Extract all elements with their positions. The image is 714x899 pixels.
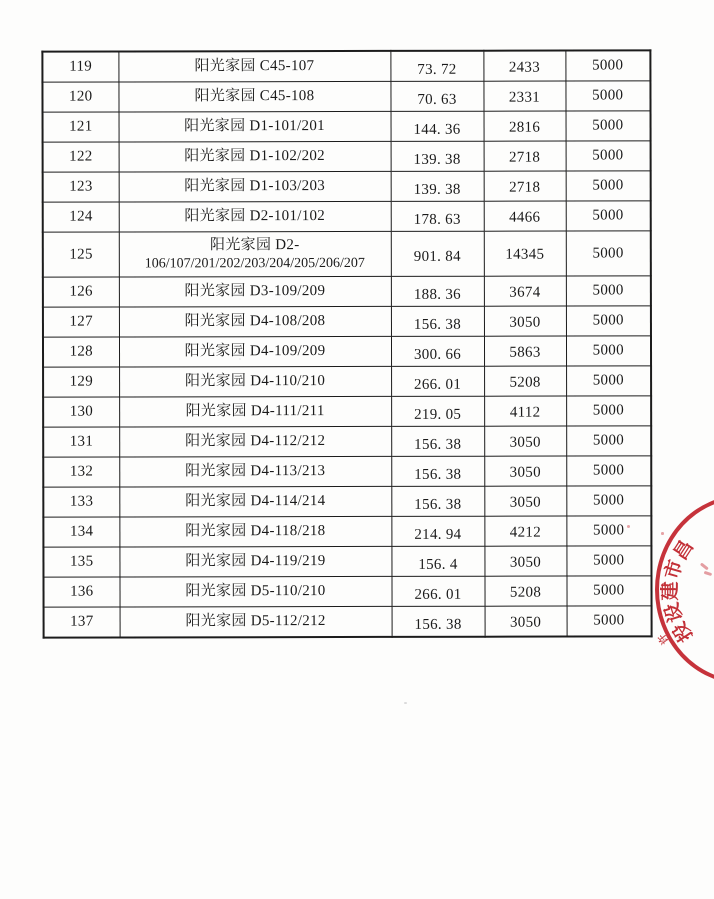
cell-row-number: 135 [43,547,119,577]
cell-price: 5000 [567,606,652,637]
property-name-line2: 106/107/201/202/203/204/205/206/207 [144,255,365,272]
cell-price: 5000 [566,396,651,426]
amount-value: 3050 [509,314,541,331]
cell-area [391,456,484,486]
amount-value: 5863 [509,344,541,361]
cell-area [391,336,484,366]
cell-price: 5000 [566,231,651,276]
cell-amount [484,141,566,171]
amount-value: 3050 [509,614,542,631]
cell-property-name [119,171,391,202]
cell-amount [484,231,566,276]
cell-amount [484,426,566,456]
area-value: 156. 38 [413,316,462,333]
area-value: 156. 38 [414,496,462,513]
area-value: 70. 63 [417,91,457,108]
table-row [43,546,651,577]
cell-area [391,141,484,171]
seal-character: 投 [668,618,697,646]
property-name-line1: 阳光家园 D2- [210,236,300,254]
cell-price: 5000 [566,366,651,396]
cell-amount [483,81,565,111]
property-name-line1: 阳光家园 D1-101/201 [184,118,325,135]
property-name-line1: 阳光家园 D1-103/203 [184,178,326,195]
amount-value: 3050 [509,494,541,511]
cell-amount [485,606,567,637]
cell-area [391,171,484,201]
property-name-line1: 阳光家园 D4-111/211 [185,403,325,420]
amount-value: 5208 [509,584,542,601]
cell-row-number: 129 [43,367,119,397]
seal-character: 昌 [669,536,698,564]
cell-amount [484,276,566,306]
cell-price: 5000 [566,201,651,231]
cell-property-name [119,366,391,397]
cell-area [391,276,484,306]
area-value: 139. 38 [413,181,461,198]
cell-price: 5000 [566,486,651,516]
cell-price: 5000 [565,81,650,111]
cell-price: 5000 [566,576,651,606]
scan-speck [239,358,241,360]
table-row [42,50,650,82]
cell-amount [484,171,566,201]
cell-row-number: 123 [43,172,119,202]
cell-property-name [120,606,392,637]
cell-price: 5000 [566,276,651,306]
cell-area [391,396,484,426]
property-name-line1: 阳光家园 C45-108 [194,88,315,105]
cell-amount [483,51,565,82]
area-value: 219. 05 [414,406,462,423]
cell-area [390,51,483,82]
cell-amount [484,546,566,576]
cell-area [391,306,484,336]
amount-value: 3674 [509,284,541,301]
area-value: 214. 94 [414,526,462,543]
property-name-line1: 阳光家园 D2-101/102 [184,208,326,225]
table-row [43,231,651,277]
amount-value: 3050 [509,464,541,481]
cell-property-name [119,426,391,457]
area-value: 188. 36 [413,286,461,303]
amount-value: 2816 [508,119,541,136]
cell-property-name [119,516,391,547]
table-row [43,201,651,232]
cell-row-number: 137 [44,607,120,638]
property-name-line1: 阳光家园 D4-114/214 [185,493,326,510]
table-row [43,396,651,427]
area-value: 139. 38 [413,151,461,168]
area-value: 178. 63 [413,211,461,228]
table-body [42,50,651,637]
cell-area [391,201,484,231]
cell-row-number: 134 [43,517,119,547]
cell-row-number: 125 [43,232,119,277]
cell-property-name [119,456,391,487]
amount-value: 2718 [508,149,541,166]
cell-property-name [119,336,391,367]
cell-price: 5000 [566,171,651,201]
amount-value: 4212 [509,524,542,541]
area-value: 156. 38 [414,436,462,453]
cell-area [391,576,484,606]
cell-price: 5000 [566,141,651,171]
cell-row-number: 124 [43,202,119,232]
cell-price: 5000 [566,516,651,546]
cell-property-name [119,396,391,427]
cell-area [391,546,484,576]
amount-value: 3050 [509,434,541,451]
cell-amount [484,366,566,396]
cell-amount [484,336,566,366]
cell-area [391,516,484,546]
property-name-line1: 阳光家园 D4-110/210 [184,373,326,390]
property-name-line1: 阳光家园 D5-112/212 [185,613,326,630]
cell-area [391,426,484,456]
amount-value: 14345 [505,246,545,263]
cell-row-number: 132 [43,457,119,487]
amount-value: 2433 [508,59,541,76]
property-name-line1: 阳光家园 D4-109/209 [184,343,326,360]
cell-price: 5000 [566,336,651,366]
cell-area [391,486,484,516]
cell-price: 5000 [566,306,651,336]
cell-row-number: 131 [43,427,119,457]
seal-character: 建 [659,581,681,601]
cell-property-name [119,111,391,142]
cell-property-name [119,306,391,337]
area-value: 156. 38 [414,616,462,633]
table-row [43,306,651,337]
property-name-line1: 阳光家园 D4-119/219 [185,553,326,570]
table-row [43,336,651,367]
area-value: 156. 4 [418,556,458,573]
cell-amount [484,201,566,231]
area-value: 156. 38 [414,466,462,483]
cell-area [390,81,483,111]
property-name-line1: 阳光家园 C45-107 [194,58,315,75]
area-value: 300. 66 [413,346,462,363]
ink-speck [661,532,664,535]
table-row [43,426,651,457]
property-name-line1: 阳光家园 D4-112/212 [185,433,326,450]
cell-price: 5000 [565,50,650,81]
table-row [42,81,650,112]
cell-row-number: 130 [43,397,119,427]
cell-row-number: 126 [43,277,119,307]
amount-value: 4112 [509,404,541,421]
cell-property-name [119,486,391,517]
cell-property-name [119,141,391,172]
area-value: 266. 01 [414,376,462,393]
cell-price: 5000 [566,111,651,141]
cell-area [391,366,484,396]
cell-amount [484,456,566,486]
amount-value: 2331 [508,89,541,106]
amount-value: 5208 [509,374,541,391]
cell-row-number: 121 [43,112,119,142]
property-name-line1: 阳光家园 D3-109/209 [184,283,326,300]
cell-price: 5000 [566,426,651,456]
cell-row-number: 136 [43,577,119,607]
table-row [43,456,651,487]
cell-amount [484,111,566,141]
property-name-line1: 阳光家园 D1-102/202 [184,148,325,165]
property-name-line1: 阳光家园 D5-110/210 [185,583,326,600]
cell-amount [484,396,566,426]
cell-property-name [119,276,391,307]
table-row [43,141,651,172]
cell-row-number: 127 [43,307,119,337]
cell-row-number: 128 [43,337,119,367]
cell-area [392,606,485,637]
cell-price: 5000 [566,546,651,576]
cell-area [391,111,484,141]
cell-amount [484,486,566,516]
area-value: 144. 36 [413,121,461,138]
seal-partial-character: 许 [656,631,671,647]
cell-row-number: 133 [43,487,119,517]
table-row [44,606,652,638]
area-value: 266. 01 [414,586,462,603]
cell-amount [484,576,566,606]
table-row [43,111,651,142]
cell-amount [484,516,566,546]
property-name-line1: 阳光家园 D4-108/208 [184,313,326,330]
table-row [43,171,651,202]
table-row [43,576,651,607]
cell-area [391,231,484,276]
property-listing-table [41,49,652,638]
cell-property-name [119,576,391,607]
table-row [43,516,651,547]
property-name-line1: 阳光家园 D4-118/218 [185,523,326,540]
seal-character: 设 [660,600,687,625]
table-row [43,276,651,307]
cell-row-number: 119 [42,51,118,82]
table-row [43,486,651,517]
ink-speck [627,525,630,528]
cell-property-name [119,546,391,577]
cell-property-name [119,201,391,232]
property-name-line1: 阳光家园 D4-113/213 [185,463,326,480]
amount-value: 4466 [509,209,541,226]
seal-character: 市 [661,557,687,582]
amount-value: 2718 [509,179,541,196]
amount-value: 3050 [509,554,542,571]
table-row [43,366,651,397]
area-value: 901. 84 [413,248,461,265]
cell-property-name [118,81,390,112]
cell-property-name [118,51,390,82]
scan-speck [404,702,407,704]
cell-row-number: 120 [42,82,118,112]
cell-amount [484,306,566,336]
cell-property-name [119,231,391,277]
area-value: 73. 72 [417,61,457,78]
cell-price: 5000 [566,456,651,486]
cell-row-number: 122 [43,142,119,172]
